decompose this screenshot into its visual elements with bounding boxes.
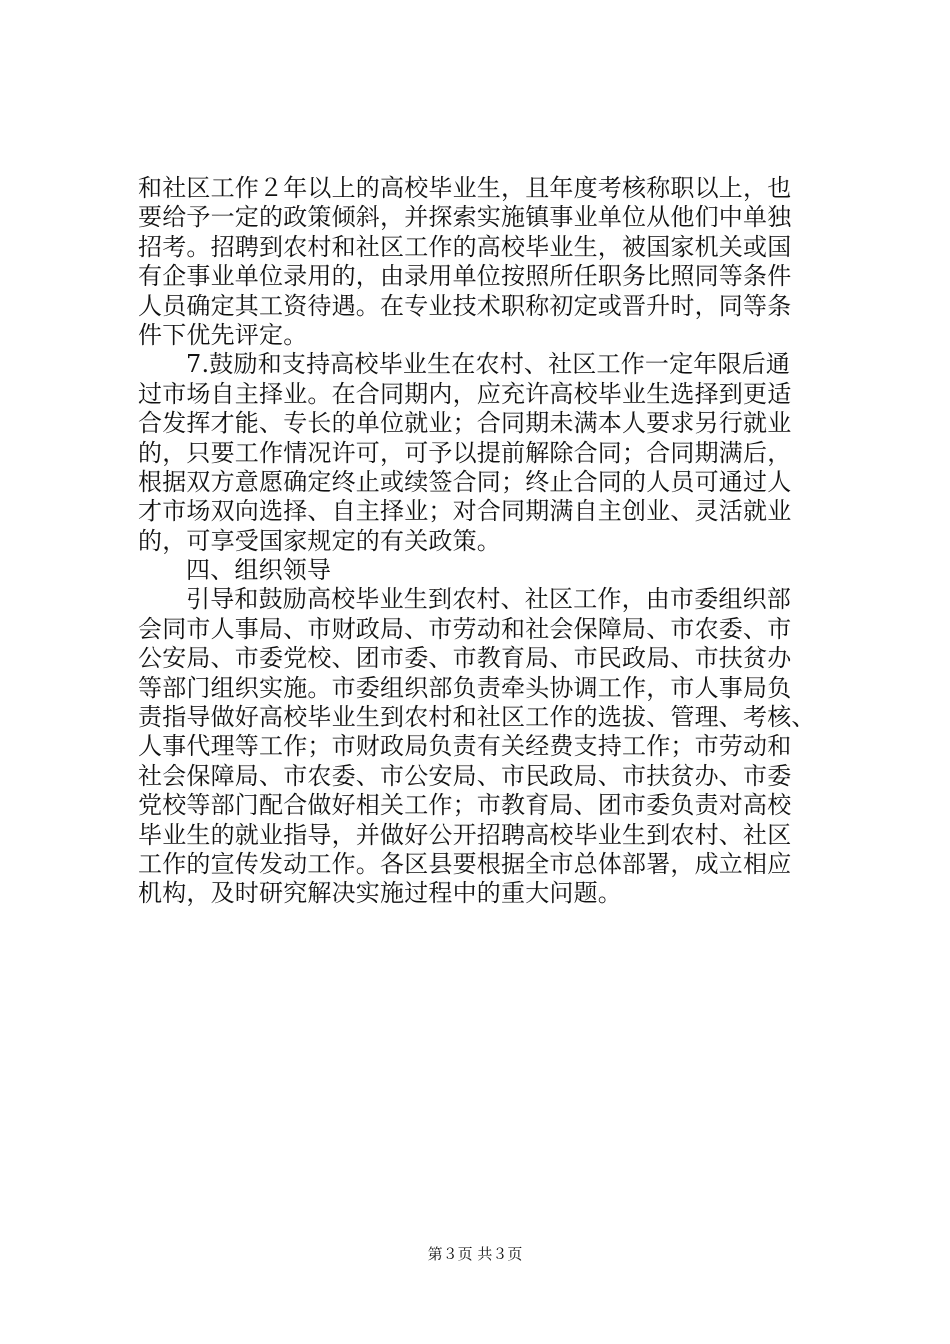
text-line: 机构，及时研究解决实施过程中的重大问题。 [138,879,622,908]
document-body [138,174,838,909]
text-line: 和社区工作２年以上的高校毕业生，且年度考核称职以上，也 [138,174,792,202]
text-line: 社会保障局、市农委、市公安局、市民政局、市扶贫办、市委 [138,761,792,790]
text-line: 要给予一定的政策倾斜，并探索实施镇事业单位从他们中单独 [138,203,792,232]
text-line: 人事代理等工作；市财政局负责有关经费支持工作；市劳动和 [138,732,792,761]
text-line: 等部门组织实施。市委组织部负责牵头协调工作，市人事局负 [138,673,792,702]
text-line: 会同市人事局、市财政局、市劳动和社会保障局、市农委、市 [138,614,792,643]
text-line: 根据双方意愿确定终止或续签合同；终止合同的人员可通过人 [138,467,792,496]
text-line: 7.鼓励和支持高校毕业生在农村、社区工作一定年限后通 [186,350,791,379]
text-line: 件下优先评定。 [138,320,308,349]
text-line: 的，只要工作情况许可，可予以提前解除合同；合同期满后， [138,438,792,467]
text-line: 合发挥才能、专长的单位就业；合同期未满本人要求另行就业 [138,409,792,438]
text-line: 毕业生的就业指导，并做好公开招聘高校毕业生到农村、社区 [138,820,792,849]
text-line: 公安局、市委党校、团市委、市教育局、市民政局、市扶贫办 [138,644,792,673]
text-line: 的，可享受国家规定的有关政策。 [138,526,501,555]
text-line: 党校等部门配合做好相关工作；市教育局、团市委负责对高校 [138,791,792,820]
text-line: 人员确定其工资待遇。在专业技术职称初定或晋升时，同等条 [138,291,792,320]
text-line: 引导和鼓励高校毕业生到农村、社区工作，由市委组织部 [186,585,791,614]
text-line: 有企事业单位录用的，由录用单位按照所任职务比照同等条件 [138,262,792,291]
text-line: 招考。招聘到农村和社区工作的高校毕业生，被国家机关或国 [138,232,792,261]
text-line: 工作的宣传发动工作。各区县要根据全市总体部署，成立相应 [138,849,792,878]
text-line: 责指导做好高校毕业生到农村和社区工作的选拔、管理、考核、 [138,703,816,732]
text-line: 过市场自主择业。在合同期内，应充许高校毕业生选择到更适 [138,379,792,408]
page-footer: 第３页 共３页 [427,1245,523,1263]
text-line: 四、组织领导 [186,556,332,585]
text-line: 才市场双向选择、自主择业；对合同期满自主创业、灵活就业 [138,497,792,526]
